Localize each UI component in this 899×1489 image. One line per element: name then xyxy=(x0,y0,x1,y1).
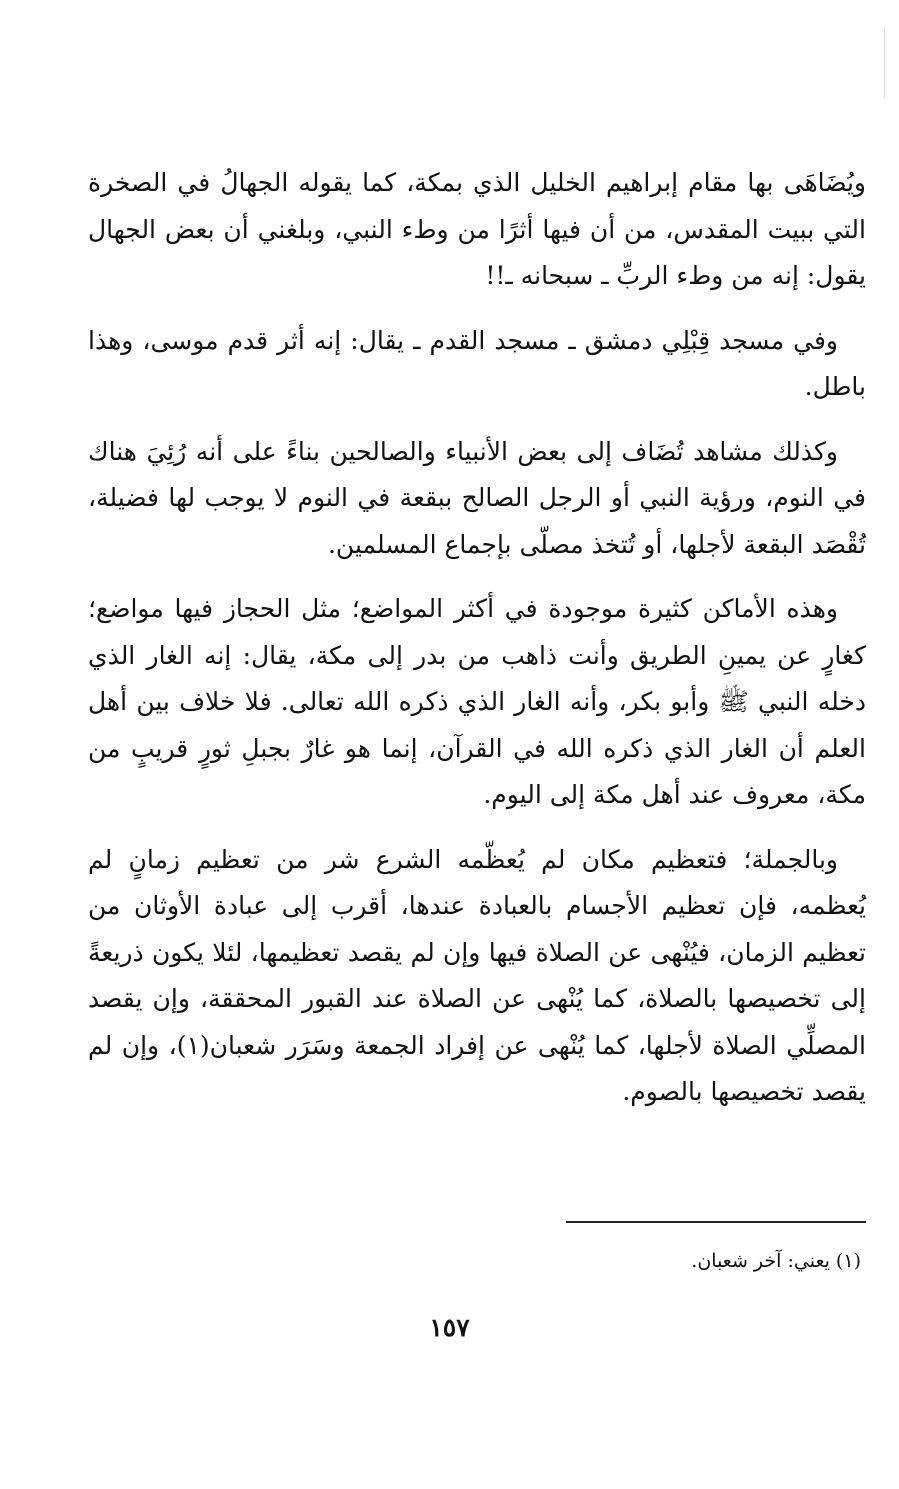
paragraph-2: وفي مسجد قِبْلِي دمشق ـ مسجد القدم ـ يقال: إنه أثر قدم موسى، وهذا باطل. xyxy=(88,325,866,401)
paragraph-3: وكذلك مشاهد تُضَاف إلى بعض الأنبياء والصالحين بناءً على أنه رُئِيَ هناك في النوم، ورؤية النبي أو الرجل الصالح ببقعة في النوم لا يوجب لها فضيلة، تُقْصَد البقعة لأجلها، أو تُتخذ مصلّى بإجماع المسلمين. xyxy=(88,436,866,559)
scan-edge-mark xyxy=(884,28,885,98)
paragraph-1: ويُضَاهَى بها مقام إبراهيم الخليل الذي بمكة، كما يقوله الجهالُ في الصخرة التي ببيت المقدس، من أن فيها أثرًا من وطء النبي، وبلغني أن بعض الجهال يقول: إنه من وطء الربِّ ـ سبحانه ـ!! xyxy=(88,168,866,290)
paragraph-4: وهذه الأماكن كثيرة موجودة في أكثر المواضع؛ مثل الحجاز فيها مواضع؛ كغارٍ عن يمينِ الطريق وأنت ذاهب من بدر إلى مكة، يقال: إنه الغار الذي دخله النبي ﷺ وأبو بكر، وأنه الغار الذي ذكره الله تعالى. فلا خلاف بين أهل العلم أن الغار الذي ذكره الله في القرآن، إنما هو غارٌ بجبلِ ثورٍ قريبٍ من مكة، معروف عند أهل مكة إلى اليوم. xyxy=(88,594,866,809)
page-number: ١٥٧ xyxy=(429,1313,470,1342)
paragraph-5: وبالجملة؛ فتعظيم مكان لم يُعظّمه الشرع شر من تعظيم زمانٍ لم يُعظمه، فإن تعظيم الأجسام بالعبادة عندها، أقرب إلى عبادة الأوثان من تعظيم الزمان، فيُنْهى عن الصلاة فيها وإن لم يقصد تعظيمها، لئلا يكون ذريعةً إلى تخصيصها بالصلاة، كما يُنْهى عن الصلاة عند القبور المحققة، وإن يقصد المصلِّي الصلاة لأجلها، كما يُنْهى عن إفراد الجمعة وسَرَر شعبان(١)، وإن لم يقصد تخصيصها بالصوم. xyxy=(88,844,867,1106)
main-text xyxy=(88,160,866,1134)
footnote: (١) يعني: آخر شعبان. xyxy=(691,1250,861,1272)
footnote-separator xyxy=(566,1221,866,1223)
